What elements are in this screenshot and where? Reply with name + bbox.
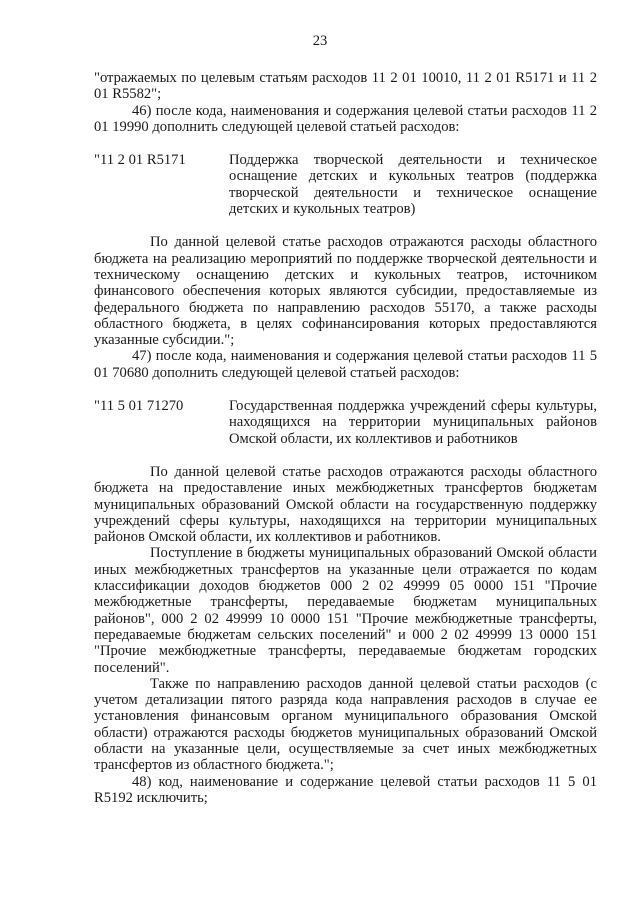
- target-article-code: "11 5 01 71270: [94, 398, 184, 415]
- paragraph-item-48: 48) код, наименование и содержание целевой статьи расходов 11 5 01 R5192 исключить;: [94, 773, 597, 806]
- document-body: [94, 70, 597, 806]
- paragraph-detailing: Также по направлению расходов данной целевой статьи расходов (с учетом детализации пятого разряда кода направления расходов в случае ее установления финансовым органом муниципального образования Омской области) отражаются расходы бюджетов муниципальных образований Омской области на указанные цели, осуществляемые за счет иных межбюджетных трансфертов из областного бюджета.";: [94, 675, 597, 774]
- target-article-entry-2: [94, 398, 597, 447]
- page-number: 23: [312, 33, 328, 49]
- target-article-title: Поддержка творческой деятельности и техническое оснащение детских и кукольных театров (поддержка творческой деятельности и техническое оснащение детских и кукольных театров): [229, 152, 597, 218]
- paragraph-item-46: 46) после кода, наименования и содержания целевой статьи расходов 11 2 01 19990 дополнить следующей целевой статьей расходов:: [94, 102, 597, 135]
- paragraph-revenue-codes: Поступление в бюджеты муниципальных образований Омской области иных межбюджетных трансфертов на указанные цели отражается по кодам классификации доходов бюджетов 000 2 02 49999 05 0000 151 "Прочие межбюджетные трансферты, передаваемые бюджетам муниципальных районов", 000 2 02 49999 10 0000 151 "Прочие межбюджетные трансферты, передаваемые бюджетам сельских поселений" и 000 2 02 49999 13 0000 151 "Прочие межбюджетные трансферты, передаваемые бюджетам городских поселений".: [94, 545, 597, 676]
- paragraph-description-2: По данной целевой статье расходов отражаются расходы областного бюджета на предоставление иных межбюджетных трансфертов бюджетам муниципальных образований Омской области на государственную поддержку учреждений сферы культуры, находящихся на территории муниципальных районов Омской области, их коллективов и работников.: [94, 463, 597, 546]
- target-article-title: Государственная поддержка учреждений сферы культуры, находящихся на территории муниципальных районов Омской области, их коллективов и работников: [229, 398, 597, 447]
- target-article-entry-1: [94, 152, 597, 217]
- paragraph-description-1: По данной целевой статье расходов отражаются расходы областного бюджета на реализацию мероприятий по поддержке творческой деятельности и техническому оснащению детских и кукольных театров, источником финансового обеспечения которых являются субсидии, предоставляемые из федерального бюджета по направлению расходов 55170, а также расходы областного бюджета, в целях софинансирования которых предоставляются указанные субсидии.";: [94, 234, 597, 349]
- target-article-code: "11 2 01 R5171: [94, 152, 186, 169]
- paragraph-item-47: 47) после кода, наименования и содержания целевой статьи расходов 11 5 01 70680 дополнить следующей целевой статьей расходов:: [94, 348, 597, 381]
- paragraph-quote-end: "отражаемых по целевым статьям расходов 11 2 01 10010, 11 2 01 R5171 и 11 2 01 R5582";: [94, 70, 597, 103]
